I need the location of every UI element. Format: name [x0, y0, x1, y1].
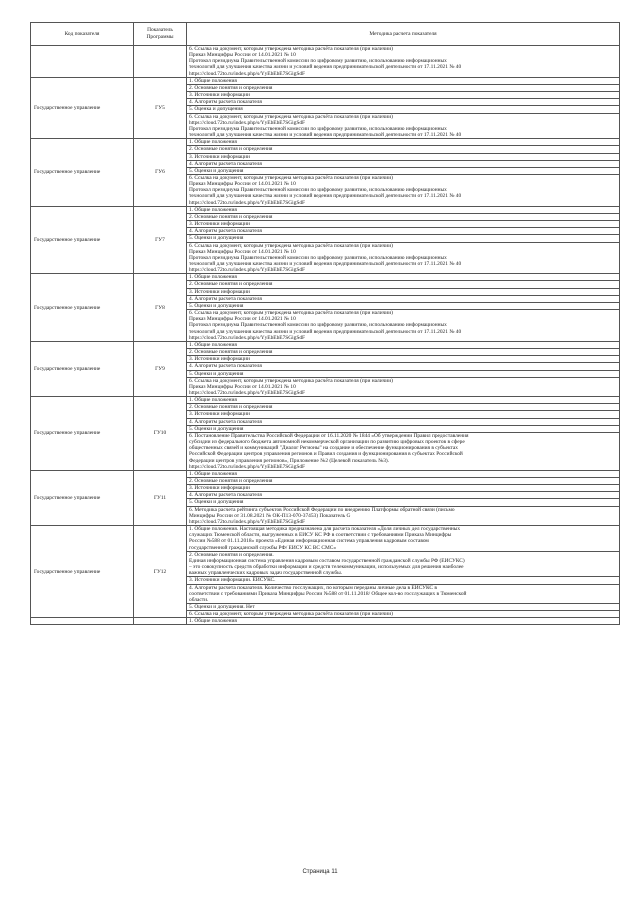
method-cell	[187, 213, 620, 220]
method-line: – это совокупность средств обработки информации и средств телекоммуникации, используемых для решения наиболее	[189, 564, 464, 571]
method-cell	[187, 77, 620, 84]
header-method: Методика расчета показателя	[187, 23, 620, 46]
method-line: Приказ Минцифры России от 14.01.2021 № 10	[189, 248, 296, 255]
method-cell	[187, 206, 620, 213]
method-line: https://cloud.72to.ru/index.php/s/YyEbEbE7SGigSdF	[189, 463, 306, 470]
method-line: 3. Источники информации	[189, 288, 250, 295]
method-line: 2. Основные понятия и определения.	[189, 551, 274, 558]
indicator-id-cell: ГУ10	[134, 397, 187, 471]
method-cell	[187, 492, 620, 499]
method-line: 3. Источники информации	[189, 153, 250, 160]
method-line: 2. Основные понятия и определения	[189, 404, 273, 411]
method-line: 1. Общие положения	[189, 470, 237, 477]
indicator-id-cell: ГУ7	[134, 206, 187, 274]
table-row	[31, 470, 620, 477]
method-line: 1. Общие положения	[189, 618, 237, 625]
indicator-code-cell	[31, 46, 134, 78]
method-cell	[187, 84, 620, 91]
method-cell	[187, 46, 620, 78]
table-row	[31, 77, 620, 84]
header-indicator: Показатель Программы	[134, 23, 187, 46]
method-line: Приказ Минцифры России от 14.01.2021 № 10	[189, 383, 296, 390]
method-cell	[187, 478, 620, 485]
indicator-code-cell: Государственное управление	[31, 397, 134, 471]
method-cell	[187, 432, 620, 470]
method-line: 4. Алгоритм расчета показателя	[189, 363, 262, 370]
method-line: 6. Ссылка на документ, которым утверждена методика расчёта показателя (при наличии)	[189, 46, 393, 52]
method-line: 5. Оценки и допущения. Нет	[189, 603, 255, 610]
table-row	[31, 46, 620, 78]
method-cell	[187, 526, 620, 552]
method-line: https://cloud.72to.ru/index.php/s/YyEbEbE7SGigSdF	[189, 334, 306, 341]
method-cell	[187, 551, 620, 577]
method-line: Протокол президиума Правительственной комиссии по цифровому развитию, использованию информационных	[189, 322, 447, 329]
method-line: Федерации центров управления регионов», Приложение №2 (Целевой показатель №3).	[189, 457, 390, 464]
method-line: 5. Оценки и допущения	[189, 167, 244, 174]
method-cell	[187, 281, 620, 288]
indicator-id-cell: ГУ9	[134, 341, 187, 396]
method-cell	[187, 425, 620, 432]
table-row	[31, 274, 620, 281]
method-line: 5. Оценки и допущения	[189, 499, 244, 506]
method-cell	[187, 235, 620, 242]
method-cell	[187, 341, 620, 348]
method-line: Протокол президиума Правительственной комиссии по цифровому развитию, использованию информационных	[189, 125, 447, 132]
method-line: служащих Тюменской области, выгруженных в ЕИСУ КС РФ в соответствии с требованиями Приказа Минцифры	[189, 532, 452, 539]
method-line: 3. Источники информации	[189, 485, 250, 492]
method-line: 2. Основные понятия и определения	[189, 213, 273, 220]
method-line: субсидии из федерального бюджета автономной некоммерческой организации по развитию цифровых проектов в сфере	[189, 439, 465, 446]
method-cell	[187, 221, 620, 228]
method-line: Российской Федерации центров управления регионов и Правил создания и функционирования в субъектах Российской	[189, 451, 463, 458]
method-line: 6. Методика расчета рейтинга субъектов Российской Федерации по внедрению Платформы обратной связи (письмо	[189, 506, 455, 513]
method-line: 6. Ссылка на документ, которым утверждена методика расчёта показателя (при наличии)	[189, 113, 393, 120]
method-line: технологий для улучшения качества жизни и условий ведения предпринимательской деятельности от 17.11.2021 № 40	[189, 193, 462, 200]
table-header-row	[31, 23, 620, 46]
indicator-code-cell: Государственное управление	[31, 139, 134, 207]
method-line: https://cloud.72to.ru/index.php/s/YyEbEbE7SGigSdF	[189, 199, 306, 206]
indicator-code-cell: Государственное управление	[31, 526, 134, 618]
method-line: Приказ Минцифры России от 14.01.2021 № 10	[189, 181, 296, 188]
method-line: 1. Общие положения	[189, 397, 237, 404]
method-line: https://cloud.72to.ru/index.php/s/YyEbEbE7SGigSdF	[189, 267, 306, 274]
method-line: технологий для улучшения качества жизни и условий ведения предпринимательской деятельности от 17.11.2021 № 40	[189, 328, 462, 335]
method-cell	[187, 370, 620, 377]
method-line: 3. Источники информации	[189, 221, 250, 228]
method-cell	[187, 499, 620, 506]
method-cell	[187, 577, 620, 584]
method-line: 4. Алгоритм расчета показателя	[189, 99, 262, 106]
table-row	[31, 618, 620, 625]
method-cell	[187, 310, 620, 342]
table-row	[31, 397, 620, 404]
indicators-table	[30, 22, 620, 625]
method-line: 6. Ссылка на документ, которым утверждена методика расчёта показателя (при наличии)	[189, 611, 393, 618]
method-cell	[187, 349, 620, 356]
method-cell	[187, 295, 620, 302]
method-line: 2. Основные понятия и определения	[189, 84, 273, 91]
method-line: Приказ Минцифры России от 14.01.2021 № 10	[189, 316, 296, 323]
method-cell	[187, 146, 620, 153]
method-line: 3. Источники информации	[189, 356, 250, 363]
method-line: 2. Основные понятия и определения	[189, 349, 273, 356]
method-line: Протокол президиума Правительственной комиссии по цифровому развитию, использованию информационных	[189, 254, 447, 261]
method-cell	[187, 242, 620, 274]
method-line: https://cloud.72to.ru/index.php/s/YyEbEbE7SGigSdF	[189, 119, 306, 126]
method-cell	[187, 92, 620, 99]
method-cell	[187, 113, 620, 139]
method-line: 4. Алгоритм расчета показателя	[189, 228, 262, 235]
table-body	[31, 46, 620, 625]
indicator-id-cell: ГУ5	[134, 77, 187, 138]
method-cell	[187, 404, 620, 411]
method-cell	[187, 411, 620, 418]
method-line: 4. Алгоритм расчета показателя	[189, 295, 262, 302]
method-line: технологий для улучшения качества жизни и условий ведения предпринимательской деятельности от 17.11.2021 № 40	[189, 261, 462, 267]
method-line: 4. Алгоритм расчета показателя	[189, 160, 262, 167]
method-line: Минцифры России от 31.08.2021 № ОК-П13-070-37453) Показатель G	[189, 512, 351, 519]
method-line: 6. Постановление Правительства Российской Федерации от 16.11.2020 № 1844 «Об утверждении Правил предоставления	[189, 432, 469, 439]
header-code: Код показателя	[31, 23, 134, 46]
method-line: https://cloud.72to.ru/index.php/s/YyEbEbE7SGigSdF	[189, 389, 306, 396]
page-number: Страница 11	[302, 869, 338, 875]
method-cell	[187, 174, 620, 206]
method-line: 5. Оценки и допущения	[189, 425, 244, 432]
method-cell	[187, 288, 620, 295]
method-line: Протокол президиума Правительственной комиссии по цифровому развитию, использованию информационных	[189, 187, 447, 194]
indicator-id-cell: ГУ12	[134, 526, 187, 618]
method-cell	[187, 228, 620, 235]
method-cell	[187, 485, 620, 492]
table-row	[31, 526, 620, 552]
method-line: 1. Общие положения	[189, 139, 237, 146]
method-line: 6. Ссылка на документ, которым утверждена методика расчёта показателя (при наличии)	[189, 242, 393, 249]
method-line: области.	[189, 596, 209, 603]
indicator-code-cell: Государственное управление	[31, 206, 134, 274]
indicator-code-cell: Государственное управление	[31, 77, 134, 138]
indicator-code-cell: Государственное управление	[31, 341, 134, 396]
method-line: https://cloud.72to.ru/index.php/s/YyEbEbE7SGigSdF	[189, 70, 306, 77]
method-cell	[187, 603, 620, 610]
method-line: России №588 от 01.11.2018» проекта «Единая информационная система управления кадровым составом	[189, 538, 429, 545]
method-cell	[187, 302, 620, 309]
method-cell	[187, 418, 620, 425]
method-line: Единая информационная система управления кадровым составом государственной гражданской службы РФ (ЕИСУКС)	[189, 557, 465, 564]
indicator-id-cell	[134, 46, 187, 78]
method-cell	[187, 274, 620, 281]
indicator-code-cell: Государственное управление	[31, 470, 134, 525]
indicator-id-cell	[134, 618, 187, 625]
method-cell	[187, 99, 620, 106]
method-line: соответствии с требованиями Приказа Минцифры России №588 от 01.11.2018/ Общее кол-во госслужащих в Тюменской	[189, 590, 467, 597]
method-line: 4. Алгоритм расчета показателя	[189, 492, 262, 499]
method-cell	[187, 167, 620, 174]
method-line: 1. Общие положения	[189, 274, 237, 281]
method-cell	[187, 611, 620, 618]
table-row	[31, 139, 620, 146]
method-line: 6. Ссылка на документ, которым утверждена методика расчёта показателя (при наличии)	[189, 174, 393, 181]
method-cell	[187, 506, 620, 525]
indicator-code-cell	[31, 618, 134, 625]
method-cell	[187, 397, 620, 404]
method-line: 6. Ссылка на документ, которым утверждена методика расчёта показателя (при наличии)	[189, 310, 393, 317]
method-cell	[187, 618, 620, 625]
method-line: https://cloud.72to.ru/index.php/s/YyEbEbE7SGigSdF	[189, 518, 306, 525]
method-cell	[187, 153, 620, 160]
method-line: 2. Основные понятия и определения	[189, 146, 273, 153]
method-line: 3. Источники информации	[189, 411, 250, 418]
method-line: 2. Основные понятия и определения	[189, 478, 273, 484]
method-line: 4. Алгоритм расчета показателя	[189, 418, 262, 425]
method-line: 3. Источники информации. ЕИСУКС.	[189, 577, 276, 584]
method-cell	[187, 470, 620, 477]
method-line: Приказ Минцифры России от 14.01.2021 № 10	[189, 52, 296, 59]
method-cell	[187, 363, 620, 370]
method-cell	[187, 584, 620, 603]
method-line: общественных связей и коммуникаций "Диалог Регионы" на создание и обеспечение функционирования в субъектах	[189, 445, 459, 452]
method-line: 4. Алгоритм расчета показателя. Количество госслужащих, по которым переданы личные дела в ЕИСУКС в	[189, 584, 437, 591]
table-row	[31, 341, 620, 348]
method-line: государственной гражданской службы РФ/ ЕИСУ КС ВС СМС»	[189, 544, 337, 551]
method-cell	[187, 160, 620, 167]
method-line: технологий для улучшения качества жизни и условий ведения предпринимательской деятельности от 17.11.2021 № 40	[189, 132, 462, 139]
method-cell	[187, 106, 620, 113]
table-row	[31, 206, 620, 213]
method-line: 2. Основные понятия и определения	[189, 281, 273, 288]
method-line: 1. Общие положения	[189, 206, 237, 213]
method-line: 1. Общие положения	[189, 77, 237, 84]
method-line: 3. Источники информации	[189, 92, 250, 99]
method-line: 5. Оценка и допущения	[189, 106, 243, 113]
indicator-id-cell: ГУ6	[134, 139, 187, 207]
indicator-id-cell: ГУ8	[134, 274, 187, 342]
method-line: 5. Оценки и допущения	[189, 302, 244, 309]
method-line: 1. Общие положения. Настоящая методика предназначена для расчета показателя «Доля личных дел государственных	[189, 526, 461, 533]
indicator-code-cell: Государственное управление	[31, 274, 134, 342]
method-cell	[187, 139, 620, 146]
method-cell	[187, 377, 620, 396]
method-line: 1. Общие положения	[189, 341, 237, 348]
method-line: важных управленческих кадровых задач государственной службы.	[189, 570, 343, 577]
method-cell	[187, 356, 620, 363]
method-line: 5. Оценки и допущения	[189, 370, 244, 377]
method-line: Протокол президиума Правительственной комиссии по цифровому развитию, использованию информационных	[189, 58, 447, 65]
method-line: технологий для улучшения качества жизни и условий ведения предпринимательской деятельности от 17.11.2021 № 40	[189, 64, 462, 71]
method-line: 6. Ссылка на документ, которым утверждена методика расчёта показателя (при наличии)	[189, 377, 393, 384]
indicator-id-cell: ГУ11	[134, 470, 187, 525]
method-line: 5. Оценки и допущения	[189, 235, 244, 242]
